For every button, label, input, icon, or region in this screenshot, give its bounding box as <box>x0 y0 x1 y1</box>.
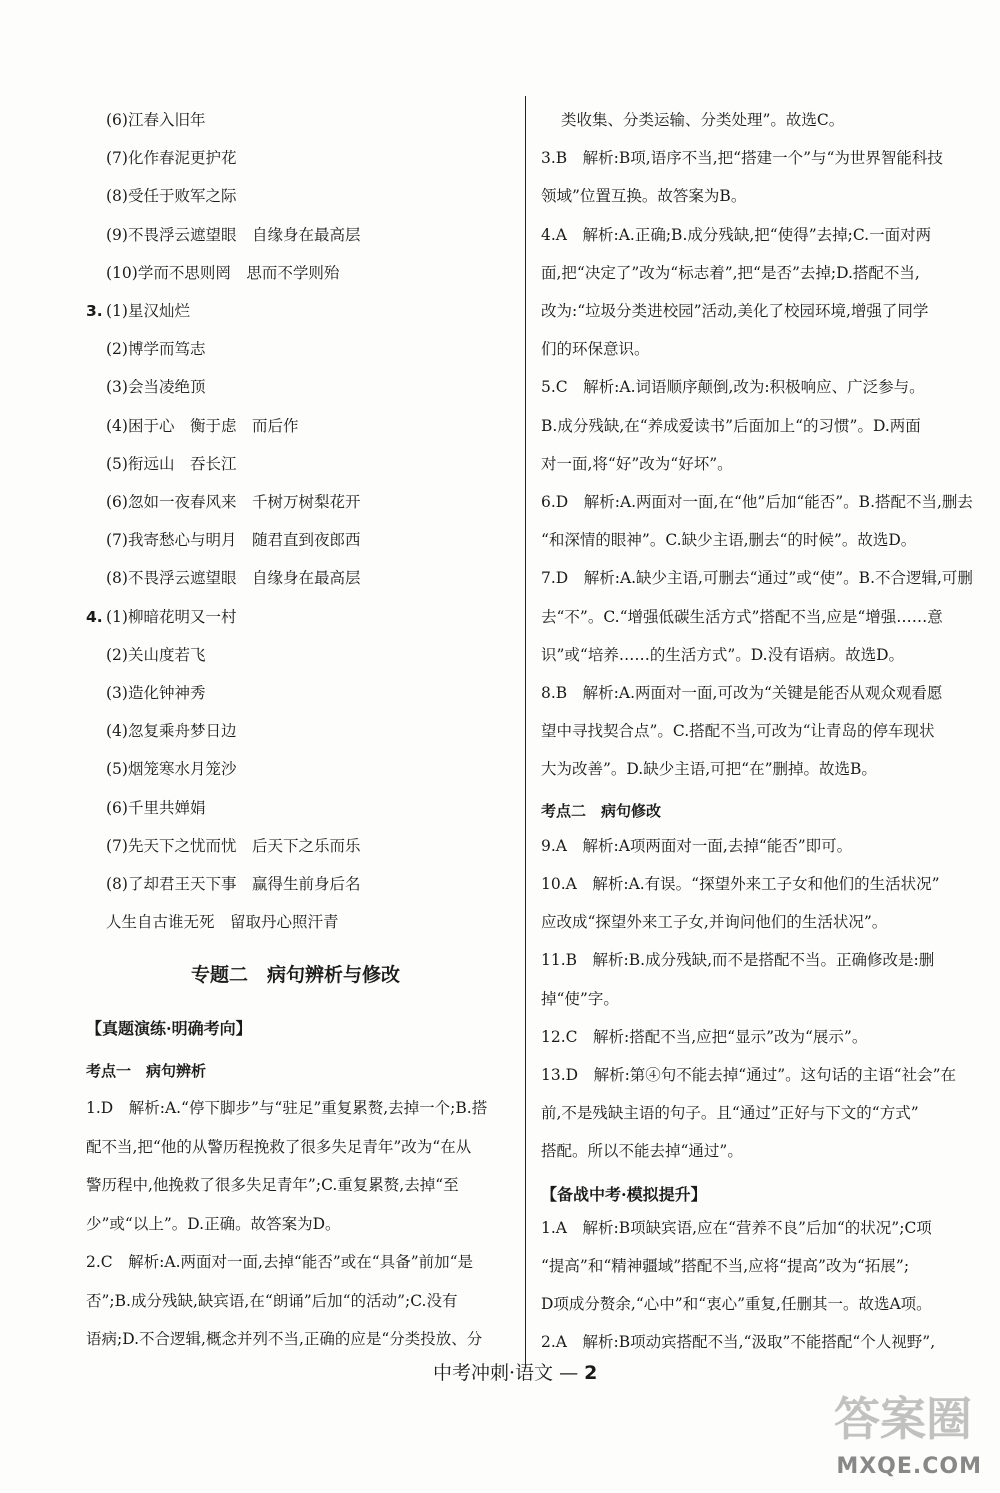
kaodian-title: 考点一 病句辨析 <box>86 1062 207 1080</box>
answer-line: 改为:“垃圾分类进校园”活动,美化了校园环境,增强了同学 <box>541 302 929 320</box>
answer-line: 9.A 解析:A项两面对一面,去掉“能否”即可。 <box>541 836 853 855</box>
answer-line: (6)江春入旧年 <box>106 111 206 129</box>
answer-line: (8)了却君王天下事 赢得生前身后名 <box>106 875 361 893</box>
answer-line: 2.A 解析:B项动宾搭配不当,“汲取”不能搭配“个人视野”, <box>541 1333 936 1352</box>
answer-line: 对一面,将“好”改为“好坏”。 <box>541 454 733 473</box>
answer-line: (5)烟笼寒水月笼沙 <box>106 760 237 779</box>
kaodian-title: 考点二 病句修改 <box>541 801 662 820</box>
answer-line: 10.A 解析:A.有误。“探望外来工子女和他们的生活状况” <box>541 875 940 893</box>
answer-line: “和深情的眼神”。C.缺少主语,删去“的时候”。故选D。 <box>541 531 917 550</box>
answer-line: 语病;D.不合逻辑,概念并列不当,正确的应是“分类投放、分 <box>86 1330 483 1348</box>
answer-line: 2.C 解析:A.两面对一面,去掉“能否”或在“具备”前加“是 <box>86 1253 474 1271</box>
answer-line: (8)不畏浮云遮望眼 自缘身在最高层 <box>106 569 361 588</box>
question-number: 4. <box>86 607 103 626</box>
answer-line: 去“不”。C.“增强低碳生活方式”搭配不当,应是“增强……意 <box>541 607 943 626</box>
answer-line: 前,不是残缺主语的句子。且“通过”正好与下文的“方式” <box>541 1104 919 1123</box>
subsection-title: 【备战中考·模拟提升】 <box>541 1184 707 1204</box>
page-footer <box>433 1358 597 1385</box>
answer-line: 大为改善”。D.缺少主语,可把“在”删掉。故选B。 <box>541 760 877 779</box>
answer-line: (7)先天下之忧而忧 后天下之乐而乐 <box>106 836 361 855</box>
answer-line: 领域”位置互换。故答案为B。 <box>541 187 747 206</box>
section-title: 专题二 病句辨析与修改 <box>191 964 401 986</box>
answer-line: (7)化作春泥更护花 <box>106 149 237 168</box>
answer-line: 否”;B.成分残缺,缺宾语,在“朗诵”后加“的活动”;C.没有 <box>86 1291 458 1310</box>
answer-line: 6.D 解析:A.两面对一面,在“他”后加“能否”。B.搭配不当,删去 <box>541 493 973 511</box>
answer-line: 警历程中,他挽救了很多失足青年”;C.重复累赘,去掉“至 <box>86 1176 459 1194</box>
answer-line: (1)柳暗花明又一村 <box>106 607 237 626</box>
answer-line: (5)衔远山 吞长江 <box>106 454 237 473</box>
answer-line: 应改成“探望外来工子女,并询问他们的生活状况”。 <box>541 913 888 932</box>
answer-line: (2)关山度若飞 <box>106 645 206 664</box>
answer-line: (1)星汉灿烂 <box>106 302 190 320</box>
answer-line: 面,把“决定了”改为“标志着”,把“是否”去掉;D.搭配不当, <box>541 263 920 282</box>
column-divider <box>525 96 526 1368</box>
answer-line: 识”或“培养……的生活方式”。D.没有语病。故选D。 <box>541 645 905 664</box>
answer-line: 们的环保意识。 <box>541 340 650 359</box>
answer-line: (6)千里共婵娟 <box>106 798 206 817</box>
answer-line: 1.A 解析:B项缺宾语,应在“营养不良”后加“的状况”;C项 <box>541 1218 932 1237</box>
answer-line: (4)忽复乘舟梦日边 <box>106 722 237 741</box>
answer-line: (7)我寄愁心与明月 随君直到夜郎西 <box>106 531 361 550</box>
answer-line: (8)受任于败军之际 <box>106 187 237 206</box>
answer-line: D项成分赘余,“心中”和“衷心”重复,任删其一。故选A项。 <box>541 1295 932 1314</box>
answer-line: 望中寻找契合点”。C.搭配不当,可改为“让青岛的停车现状 <box>541 722 935 741</box>
answer-line: (2)博学而笃志 <box>106 340 206 359</box>
answer-line: 类收集、分类运输、分类处理”。故选C。 <box>561 111 845 129</box>
answer-line: 13.D 解析:第④句不能去掉“通过”。这句话的主语“社会”在 <box>541 1066 956 1084</box>
answer-line: 5.C 解析:A.词语顺序颠倒,改为:积极响应、广泛参与。 <box>541 378 925 397</box>
answer-line: (4)困于心 衡于虑 而后作 <box>106 416 299 435</box>
watermark-logo: 答案圈 <box>834 1392 972 1446</box>
question-number: 3. <box>86 302 103 320</box>
answer-line: “提高”和“精神疆域”搭配不当,应将“提高”改为“拓展”; <box>541 1257 910 1275</box>
answer-line: 配不当,把“他的从警历程挽救了很多失足青年”改为“在从 <box>86 1137 472 1156</box>
page-number: 2 <box>584 1362 598 1384</box>
answer-line: 1.D 解析:A.“停下脚步”与“驻足”重复累赘,去掉一个;B.搭 <box>86 1099 488 1117</box>
answer-line: (9)不畏浮云遮望眼 自缘身在最高层 <box>106 225 361 244</box>
footer-title: 中考冲刺·语文 — <box>433 1362 585 1384</box>
answer-line: 11.B 解析:B.成分残缺,而不是搭配不当。正确修改是:删 <box>541 951 935 970</box>
answer-line: (3)会当凌绝顶 <box>106 378 206 397</box>
answer-line: 少”或“以上”。D.正确。故答案为D。 <box>86 1214 341 1233</box>
answer-line: 搭配。所以不能去掉“通过”。 <box>541 1142 743 1161</box>
answer-line: 掉“使”字。 <box>541 989 619 1008</box>
answer-line: B.成分残缺,在“养成爱读书”后面加上“的习惯”。D.两面 <box>541 416 921 435</box>
answer-line: 7.D 解析:A.缺少主语,可删去“通过”或“使”。B.不合逻辑,可删 <box>541 569 973 588</box>
answer-line: 12.C 解析:搭配不当,应把“显示”改为“展示”。 <box>541 1027 868 1046</box>
answer-line: 3.B 解析:B项,语序不当,把“搭建一个”与“为世界智能科技 <box>541 149 943 168</box>
watermark-url: MXQE.COM <box>836 1454 982 1479</box>
subsection-title: 【真题演练·明确考向】 <box>86 1019 252 1038</box>
answer-line: 8.B 解析:A.两面对一面,可改为“关键是能否从观众观看愿 <box>541 684 943 702</box>
answer-line: (6)忽如一夜春风来 千树万树梨花开 <box>106 493 361 511</box>
answer-line: (10)学而不思则罔 思而不学则殆 <box>106 263 340 282</box>
answer-line: 人生自古谁无死 留取丹心照汗青 <box>106 913 339 932</box>
answer-line: (3)造化钟神秀 <box>106 684 206 702</box>
answer-line: 4.A 解析:A.正确;B.成分残缺,把“使得”去掉;C.一面对两 <box>541 225 932 244</box>
